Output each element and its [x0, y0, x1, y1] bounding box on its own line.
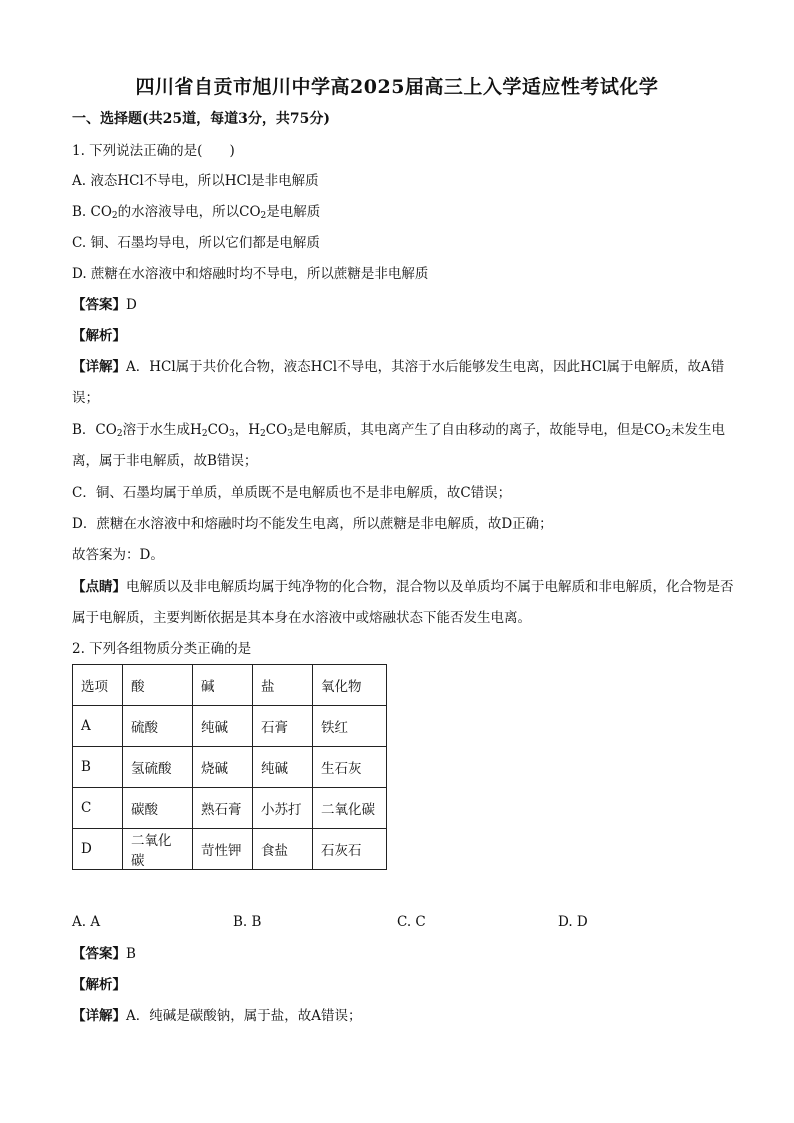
table-cell: 氢硫酸 [123, 747, 193, 788]
table-cell: 熟石膏 [193, 788, 253, 829]
answer-value: B [126, 946, 136, 962]
table-cell: 硫酸 [123, 706, 193, 747]
table-cell: 二氧化碳 [123, 829, 193, 870]
q1-analysis-label [72, 327, 734, 345]
q2-detail-a [72, 1007, 734, 1025]
analysis-label: 【解析】 [72, 328, 126, 344]
detail-label: 【详解】 [72, 1008, 126, 1024]
table-cell: 铁红 [313, 706, 387, 747]
subscript: 2 [116, 429, 123, 439]
subscript: 3 [287, 429, 293, 439]
q2-option-d: D. D [558, 914, 588, 930]
table-header-row [73, 665, 387, 706]
detail-text: CO [207, 422, 229, 438]
table-cell: B [73, 747, 123, 788]
table-cell: 碳酸 [123, 788, 193, 829]
table-cell: 生石灰 [313, 747, 387, 788]
answer-value: D [126, 297, 137, 313]
table-cell: 石膏 [253, 706, 313, 747]
detail-text: A．纯碱是碳酸钠，属于盐，故A错误； [126, 1008, 362, 1024]
subscript: 2 [260, 211, 267, 221]
table-row [73, 829, 387, 870]
answer-label: 【答案】 [72, 946, 126, 962]
q1-detail-b [72, 415, 734, 477]
q1-conclusion: 故答案为：D。 [72, 547, 164, 563]
q1-detail-a [72, 352, 734, 414]
q1-option-b-part: 是电解质 [266, 204, 321, 220]
detail-label: 【详解】 [72, 359, 126, 375]
table-cell: 小苏打 [253, 788, 313, 829]
table-header-cell: 氧化物 [313, 665, 387, 706]
subscript: 2 [260, 429, 266, 439]
table-row [73, 788, 387, 829]
analysis-label: 【解析】 [72, 977, 126, 993]
table-cell: 苛性钾 [193, 829, 253, 870]
q2-option-c: C. C [397, 914, 426, 930]
subscript: 2 [111, 211, 118, 221]
document-title: 四川省自贡市旭川中学高2025届高三上入学适应性考试化学 [135, 76, 659, 98]
q1-detail-d: D．蔗糖在水溶液中和熔融时均不能发生电离，所以蔗糖是非电解质，故D正确； [72, 516, 553, 532]
classification-table [72, 664, 387, 870]
table-row [73, 706, 387, 747]
q1-option-b [72, 203, 734, 221]
q2-option-a: A. A [72, 914, 101, 930]
table-cell: 纯碱 [193, 706, 253, 747]
q1-option-b-part: B. CO [72, 204, 112, 220]
table-header-cell: 选项 [73, 665, 123, 706]
detail-text: 是电解质，其电离产生了自由移动的离子，故能导电，但是CO [292, 422, 666, 438]
subscript: 3 [228, 429, 235, 439]
detail-text: A．HCl属于共价化合物，液态HCl不导电，其溶于水后能够发生电离，因此HCl属于电解质，故A错误； [72, 359, 725, 406]
table-cell: 食盐 [253, 829, 313, 870]
q1-note [72, 572, 734, 634]
subscript: 2 [201, 429, 208, 439]
note-text: 电解质以及非电解质均属于纯净物的化合物，混合物以及单质均不属于电解质和非电解质，化合物是否属于电解质，主要判断依据是其本身在水溶液中或熔融状态下能否发生电离。 [72, 579, 734, 626]
q2-option-b: B. B [233, 914, 262, 930]
table-cell: 石灰石 [313, 829, 387, 870]
q1-answer [72, 296, 734, 314]
table-cell: 烧碱 [193, 747, 253, 788]
answer-label: 【答案】 [72, 297, 126, 313]
q2-analysis-label [72, 976, 734, 994]
detail-text: 溶于水生成H [122, 422, 202, 438]
question-1-stem: 1. 下列说法正确的是( ) [72, 143, 235, 159]
table-cell: D [73, 829, 123, 870]
table-header-cell: 碱 [193, 665, 253, 706]
table-cell: A [73, 706, 123, 747]
question-2-stem: 2. 下列各组物质分类正确的是 [72, 641, 252, 657]
table-cell: 纯碱 [253, 747, 313, 788]
q2-answer [72, 945, 734, 963]
q1-option-a: A. 液态HCl不导电，所以HCl是非电解质 [72, 173, 319, 189]
q1-detail-c: C．铜、石墨均属于单质，单质既不是电解质也不是非电解质，故C错误； [72, 485, 512, 501]
q1-option-c: C. 铜、石墨均导电，所以它们都是电解质 [72, 235, 320, 251]
subscript: 2 [665, 429, 672, 439]
section-heading: 一、选择题(共25道，每道3分，共75分) [72, 111, 330, 127]
table-header-cell: 盐 [253, 665, 313, 706]
table-row [73, 747, 387, 788]
q1-option-b-part: 的水溶液导电，所以CO [117, 204, 261, 220]
table-header-cell: 酸 [123, 665, 193, 706]
table-cell: 二氧化碳 [313, 788, 387, 829]
note-label: 【点睛】 [72, 579, 126, 595]
table-cell: C [73, 788, 123, 829]
detail-text: ，H [234, 422, 260, 438]
q2-options [72, 914, 732, 932]
q1-option-d: D. 蔗糖在水溶液中和熔融时均不导电，所以蔗糖是非电解质 [72, 266, 429, 282]
detail-text: 未发生电离，属于非电解质，故B错误； [72, 422, 726, 469]
detail-text: B．CO [72, 422, 117, 438]
detail-text: CO [265, 422, 288, 438]
